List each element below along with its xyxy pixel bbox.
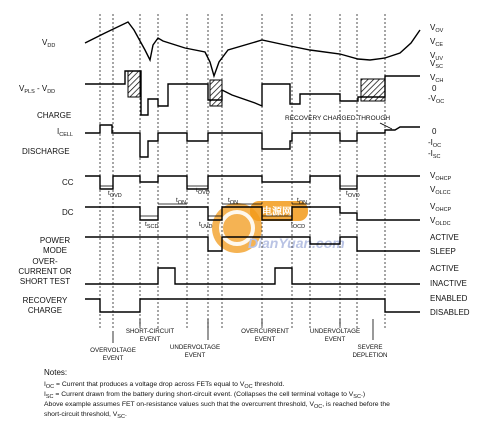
label-discharge: DISCHARGE <box>22 147 70 156</box>
notes-title: Notes: <box>44 368 68 377</box>
level-vov: $V_{OV}$ <box>430 23 444 34</box>
level-vohcp-dc: $V_{OHCP}$ <box>430 202 452 213</box>
label-charge: CHARGE <box>37 111 72 120</box>
waveforms <box>85 22 420 312</box>
level-active-power: ACTIVE <box>430 233 459 242</box>
overvoltage-event-label: OVERVOLTAGE EVENT <box>90 347 136 362</box>
label-power-mode: POWER MODE <box>39 236 71 255</box>
label-dc: DC <box>62 208 74 217</box>
notes-line-4: short-circuit threshold, $V_{SC}$. <box>44 411 127 420</box>
t-on-3-label: $t_{ON}$ <box>297 197 308 206</box>
level-neg-isc: $-I_{SC}$ <box>428 149 441 160</box>
label-recovery-charge: RECOVERY CHARGE <box>22 296 68 315</box>
level-vsc: $V_{SC}$ <box>430 59 443 70</box>
level-volcc: $V_{OLCC}$ <box>430 185 451 196</box>
signal-labels <box>18 38 73 315</box>
watermark-badge-text: 电源网 <box>262 207 292 218</box>
label-vdd: $V_{DD}$ <box>42 38 56 49</box>
undervoltage-1-event-label: UNDERVOLTAGE EVENT <box>169 344 221 359</box>
level-zero-v: 0 <box>432 84 437 93</box>
level-sleep: SLEEP <box>430 247 456 256</box>
level-neg-ioc: $-I_{OC}$ <box>428 138 442 149</box>
t-on-2-label: $t_{ON}$ <box>228 197 239 206</box>
level-enabled: ENABLED <box>430 294 468 303</box>
t-uvd-label: $t_{UVD}$ <box>199 221 213 230</box>
t-ovd-1-label: $t_{OVD}$ <box>108 190 122 199</box>
level-active-test: ACTIVE <box>430 264 459 273</box>
label-cc: CC <box>62 178 74 187</box>
notes <box>44 368 390 420</box>
vdd-waveform <box>85 22 420 76</box>
t-ovd-2-label: $t_{OVD}$ <box>196 187 210 196</box>
recovery-arrow-icon <box>380 123 392 129</box>
t-on-1-label: $t_{ON}$ <box>176 197 187 206</box>
overcurrent-event-label: OVERCURRENT EVENT <box>241 328 289 343</box>
over-current-waveform <box>85 268 420 284</box>
recovery-charge-waveform <box>85 299 420 312</box>
icell-waveform <box>85 125 420 157</box>
level-inactive: INACTIVE <box>430 279 467 288</box>
label-vpls-vdd: $V_{PLS} - V_{DD}$ <box>19 84 56 95</box>
level-vohcp-cc: $V_{OHCP}$ <box>430 171 452 182</box>
level-voldc: $V_{OLDC}$ <box>430 216 451 227</box>
charge-hatch-3 <box>361 79 385 101</box>
level-vch: $V_{CH}$ <box>430 73 444 84</box>
level-labels <box>428 23 470 317</box>
cc-waveform <box>85 176 420 189</box>
level-vce: $V_{CE}$ <box>430 37 443 48</box>
label-icell: $I_{CELL}$ <box>57 127 73 138</box>
recovery-charged-through-label: RECOVERY CHARGED THROUGH <box>285 115 391 122</box>
notes-line-3: Above example assumes FET on-resistance values such that the overcurrent threshold, $V_{OC}$, is reached before the <box>44 401 390 410</box>
level-zero-i: 0 <box>432 127 437 136</box>
watermark <box>212 201 345 253</box>
level-disabled: DISABLED <box>430 308 470 317</box>
watermark-site-text: DianYuan.com <box>248 235 345 251</box>
level-neg-voc: $-V_{OC}$ <box>428 94 445 105</box>
level-vuv: $V_{UV}$ <box>430 51 443 62</box>
short-circuit-event-label: SHORT-CIRCUIT EVENT <box>125 328 175 343</box>
label-over-current: OVER-CURRENT OR SHORT TEST <box>18 257 72 286</box>
t-ovd-3-label: $t_{OVD}$ <box>346 190 360 199</box>
t-scd-label: $t_{SCD}$ <box>145 221 159 230</box>
charge-hatch-2 <box>210 80 222 106</box>
undervoltage-2-event-label: UNDERVOLTAGE EVENT <box>309 328 361 343</box>
charge-hatch-1 <box>128 71 140 97</box>
event-lines <box>100 14 385 330</box>
severe-depletion-label: SEVERE DEPLETION <box>352 344 388 359</box>
t-ocd-label: $t_{OCD}$ <box>291 221 306 230</box>
event-labels <box>90 319 387 362</box>
notes-line-2: $I_{SC}$ = Current drawn from the battery during short-circuit event. (Collapses the cell terminal voltage to $V_{SC}$.) <box>44 391 366 400</box>
notes-line-1: $I_{OC}$ = Current that produces a voltage drop across FETs equal to $V_{OC}$ threshold. <box>44 381 285 390</box>
